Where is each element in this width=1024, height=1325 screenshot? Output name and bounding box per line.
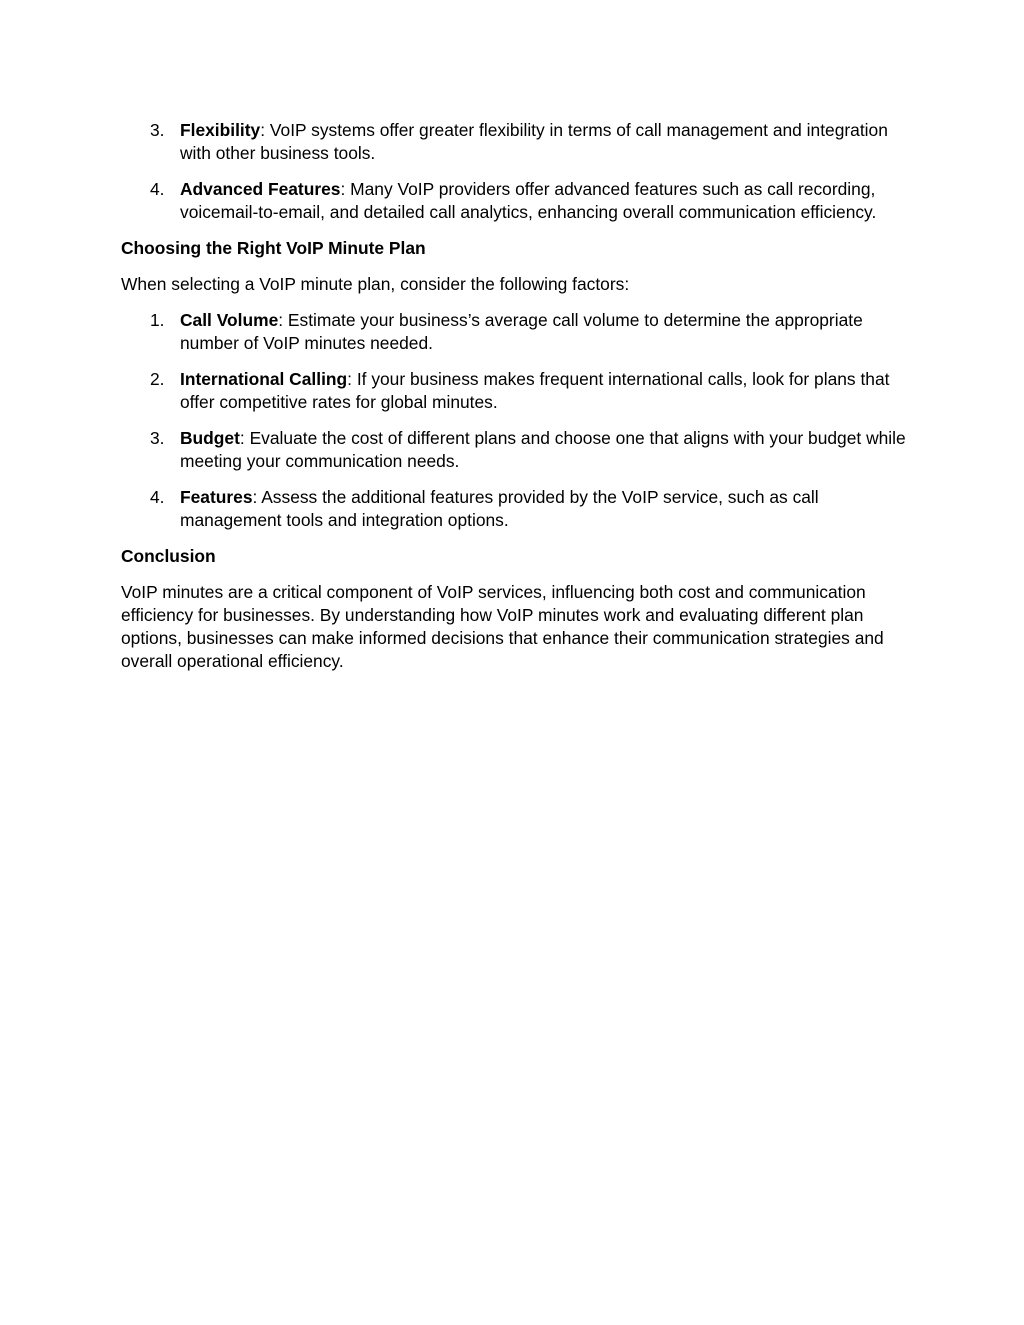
list-item xyxy=(121,368,911,414)
list-item-text: : VoIP systems offer greater flexibility in terms of call management and integration with other business tools. xyxy=(180,120,888,163)
list-item-body xyxy=(180,369,889,412)
list-item-number: 2. xyxy=(150,369,165,389)
list-item-term: Call Volume xyxy=(180,310,279,330)
conclusion-paragraph: VoIP minutes are a critical component of VoIP services, influencing both cost and communication efficiency for businesses. By understanding how VoIP minutes work and evaluating different plan options, businesses can make informed decisions that enhance their communication strategies and overall operational efficiency. xyxy=(121,582,884,671)
list-item xyxy=(121,309,911,355)
list-item-term: Features xyxy=(180,487,253,507)
benefits-list-continued xyxy=(121,119,911,224)
section-heading-choosing: Choosing the Right VoIP Minute Plan xyxy=(121,238,426,258)
list-item-body xyxy=(180,310,863,353)
list-item-term: Flexibility xyxy=(180,120,261,140)
list-item xyxy=(121,427,911,473)
list-item-body xyxy=(180,179,876,222)
list-item-body xyxy=(180,428,906,471)
list-item-term: Budget xyxy=(180,428,240,448)
list-item-text: : Evaluate the cost of different plans and choose one that aligns with your budget while meeting your communication needs. xyxy=(180,428,906,471)
list-item xyxy=(121,119,911,165)
list-item xyxy=(121,178,911,224)
section-intro: When selecting a VoIP minute plan, consider the following factors: xyxy=(121,274,630,294)
document-page xyxy=(121,119,911,686)
list-item-text: : Estimate your business’s average call volume to determine the appropriate number of VoIP minutes needed. xyxy=(180,310,863,353)
list-item-body xyxy=(180,487,819,530)
factors-list xyxy=(121,309,911,532)
list-item-number: 4. xyxy=(150,487,165,507)
list-item-text: : If your business makes frequent international calls, look for plans that offer competitive rates for global minutes. xyxy=(180,369,890,412)
section-heading-conclusion: Conclusion xyxy=(121,546,216,566)
list-item-term: International Calling xyxy=(180,369,348,389)
list-item-text: : Assess the additional features provided by the VoIP service, such as call management tools and integration options. xyxy=(180,487,819,530)
list-item-term: Advanced Features xyxy=(180,179,341,199)
list-item-text: : Many VoIP providers offer advanced features such as call recording, voicemail-to-email, and detailed call analytics, enhancing overall communication efficiency. xyxy=(180,179,877,222)
list-item-number: 4. xyxy=(150,179,165,199)
list-item xyxy=(121,486,911,532)
list-item-body xyxy=(180,120,888,163)
list-item-number: 3. xyxy=(150,120,165,140)
list-item-number: 1. xyxy=(150,310,165,330)
list-item-number: 3. xyxy=(150,428,165,448)
